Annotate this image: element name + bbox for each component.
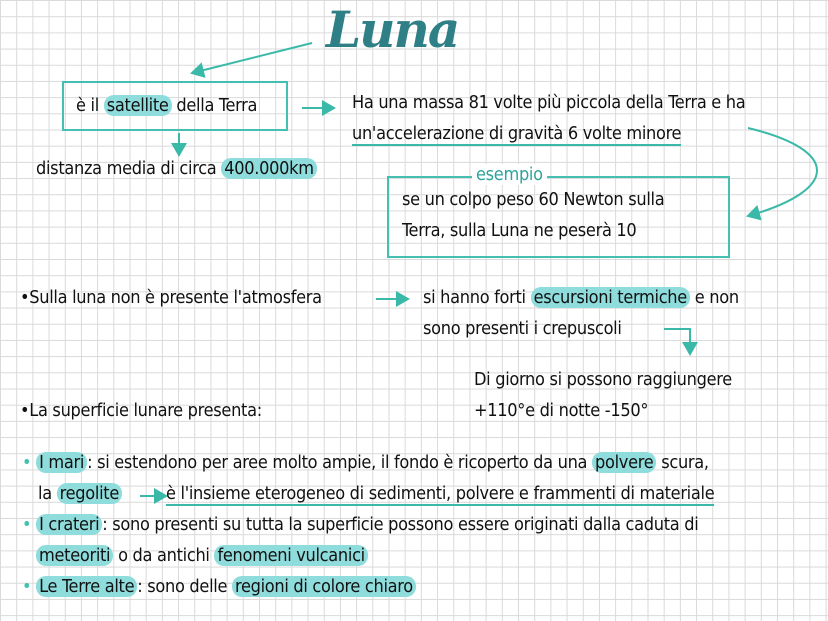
surface-item-regolite: la regolite è l'insieme eterogeneo di sedimenti, polvere e frammenti di materiale [38,483,715,504]
surface-item-mari: • I mari : si estendono per aree molto ampie, il fondo è ricoperto da una polvere scura, [22,452,709,473]
example-label: esempio [472,164,547,185]
example-line-2: Terra, sulla Luna ne peserà 10 [402,220,637,241]
temperature-line-2: +110°e di notte -150° [474,400,649,421]
example-line-1: se un colpo peso 60 Newton sulla [402,189,665,210]
surface-item-terre-alte: • Le Terre alte : sono delle regioni di colore chiaro [22,576,416,597]
mass-line-2: un'accelerazione di gravità 6 volte minore [352,123,682,144]
atmosphere-effect: si hanno forti escursioni termiche e non [423,287,739,308]
page-title: Luna [326,0,459,59]
satellite-text: è il satellite della Terra [76,95,258,116]
surface-item-crateri: • I crateri : sono presenti su tutta la superficie possono essere originati dalla caduta di [22,514,699,535]
mass-line-1: Ha una massa 81 volte più piccola della Terra e ha [352,92,746,113]
surface-bullet: •La superficie lunare presenta: [20,400,262,421]
atmosphere-bullet: •Sulla luna non è presente l'atmosfera [20,287,322,308]
atmosphere-effect-2: sono presenti i crepuscoli [423,318,622,339]
distance-text: distanza media di circa 400.000km [36,158,317,179]
surface-item-crateri-2: meteoriti o da antichi fenomeni vulcanici [36,545,368,566]
temperature-line-1: Di giorno si possono raggiungere [474,369,732,390]
